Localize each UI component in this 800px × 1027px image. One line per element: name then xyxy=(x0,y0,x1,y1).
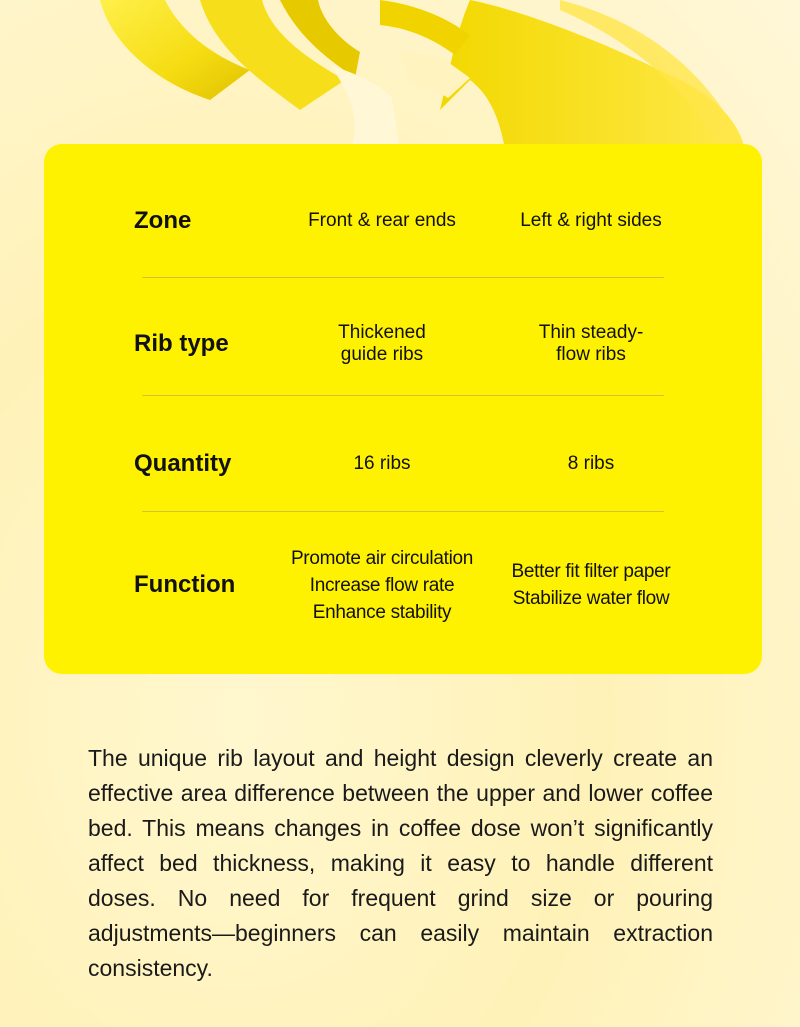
front-rear-cell xyxy=(272,322,492,366)
front-rear-cell xyxy=(272,210,492,232)
row-label: Zone xyxy=(134,207,192,234)
row-label: Quantity xyxy=(134,450,232,477)
cell-line: 8 ribs xyxy=(567,453,615,474)
cell-line: Enhance stability xyxy=(312,601,452,623)
row-label: Rib type xyxy=(134,330,229,357)
row-divider xyxy=(142,395,664,396)
cell-line: Better fit filter paper xyxy=(511,561,671,582)
table-row-quantity xyxy=(44,439,762,489)
cell-line: Promote air circulation xyxy=(290,547,474,569)
left-right-cell xyxy=(481,453,701,475)
cell-line: 16 ribs xyxy=(353,453,411,474)
table-row-function xyxy=(44,544,762,626)
cell-line: guide ribs xyxy=(340,344,424,365)
cell-line: flow ribs xyxy=(556,344,626,365)
table-row-rib-type xyxy=(44,319,762,369)
front-rear-cell xyxy=(272,453,492,475)
cell-line: Front & rear ends xyxy=(308,210,456,231)
row-divider xyxy=(142,277,664,278)
left-right-cell xyxy=(481,322,701,366)
front-rear-cell xyxy=(267,545,497,626)
rib-comparison-card xyxy=(44,144,762,674)
left-right-cell xyxy=(476,558,706,612)
row-label: Function xyxy=(134,571,236,598)
cell-line: Increase flow rate xyxy=(309,574,455,596)
left-right-cell xyxy=(481,210,701,232)
row-divider xyxy=(142,511,664,512)
table-row-zone xyxy=(44,196,762,246)
cell-line: Left & right sides xyxy=(520,210,662,231)
cell-line: Stabilize water flow xyxy=(512,588,670,609)
description-paragraph: The unique rib layout and height design cleverly create an effective area difference between the upper and lower coffee bed. This means changes in coffee dose won’t significantly affect bed thickness, making it easy to handle different doses. No need for frequent grind size or pouring adjustments—beginners can easily maintain extraction consistency. xyxy=(88,745,713,981)
cell-line: Thickened xyxy=(338,322,426,343)
cell-line: Thin steady- xyxy=(538,322,644,343)
